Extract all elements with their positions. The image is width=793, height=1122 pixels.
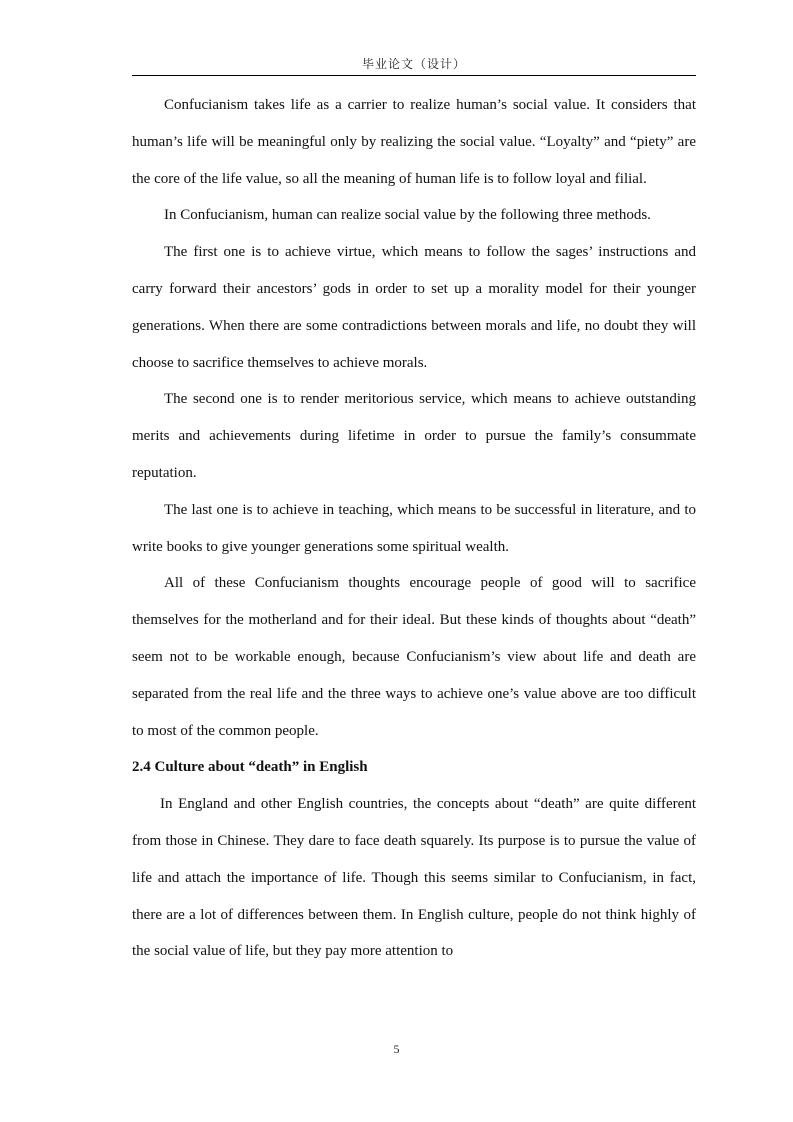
paragraph-third-method: The last one is to achieve in teaching, which means to be successful in literature, and to write books to give younger generations some spiritual wealth.: [132, 501, 696, 555]
paragraph-second-method: The second one is to render meritorious service, which means to achieve outstanding merits and achievements during lifetime in order to pursue the family’s consummate reputation.: [132, 391, 696, 481]
page-header-title: 毕业论文（设计）: [361, 57, 466, 71]
paragraph-thoughts-summary: All of these Confucianism thoughts encourage people of good will to sacrifice themselves for the motherland and for their ideal. But these kinds of thoughts about “death” seem not to be workable enough, because Confucianism’s view about life and death are separated from the real life and the three ways to achieve one’s value above are too difficult to most of the common people.: [132, 575, 696, 739]
page-number: 5: [393, 1042, 400, 1056]
paragraph-first-method: The first one is to achieve virtue, which means to follow the sages’ instructions and carry forward their ancestors’ gods in order to set up a morality model for their younger generations. When there are some contradictions between morals and life, no doubt they will choose to sacrifice themselves to achieve morals.: [132, 244, 696, 371]
paragraph-confucianism-carrier: Confucianism takes life as a carrier to realize human’s social value. It considers that human’s life will be meaningful only by realizing the social value. “Loyalty” and “piety” are the core of the life value, so all the meaning of human life is to follow loyal and filial.: [132, 97, 696, 187]
body-text: [132, 87, 696, 970]
paragraph-english-culture: In England and other English countries, the concepts about “death” are quite different from those in Chinese. They dare to face death squarely. Its purpose is to pursue the value of life and attach the importance of life. Though this seems similar to Confucianism, in fact, there are a lot of differences between them. In English culture, people do not think highly of the social value of life, but they pay more attention to: [132, 796, 696, 960]
header-divider: [132, 75, 696, 76]
section-heading: 2.4 Culture about “death” in English: [132, 759, 368, 776]
paragraph-three-methods: In Confucianism, human can realize social value by the following three methods.: [164, 207, 651, 224]
